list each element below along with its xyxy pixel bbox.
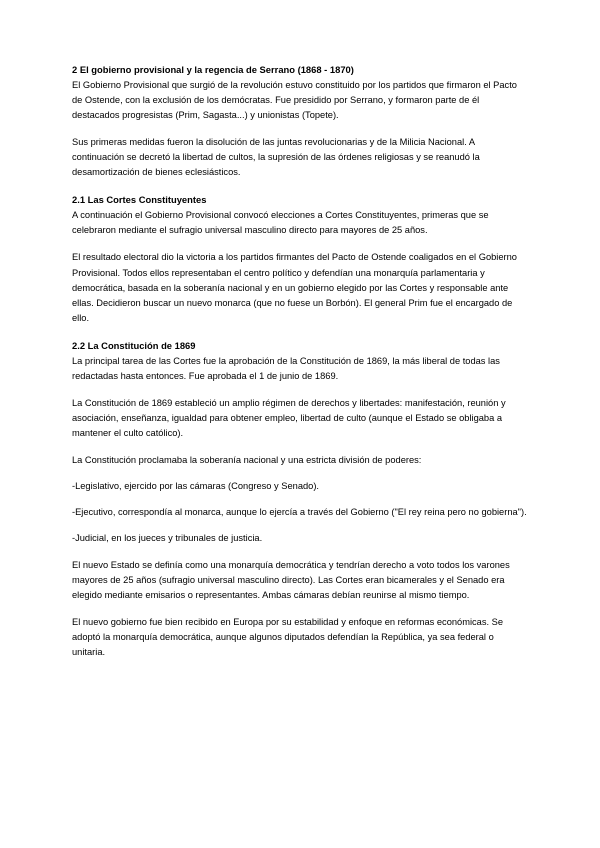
- section-constitucion-1869: [72, 338, 528, 384]
- paragraph: -Judicial, en los jueces y tribunales de justicia.: [72, 533, 263, 544]
- paragraph: El Gobierno Provisional que surgió de la revolución estuvo constituido por los partidos que firmaron el Pacto de Ostende, con la exclusión de los demócratas. Fue presidido por Serrano, y formaron parte de él destacados progresistas (Prim, Sagasta...) y unionistas (Topete).: [72, 80, 517, 121]
- section-heading-2-1: 2.1 Las Cortes Constituyentes: [72, 194, 207, 206]
- paragraph-block: [72, 396, 528, 441]
- paragraph: La Constitución de 1869 estableció un amplio régimen de derechos y libertades: manifestación, reunión y asociación, enseñanza, igualdad para obtener empleo, libertad de culto (aunque el Estado se obligaba a mantener el culto católico).: [72, 397, 506, 438]
- paragraph: El nuevo Estado se definía como una monarquía democrática y tendrían derecho a voto todos los varones mayores de 25 años (sufragio universal masculino directo). Las Cortes eran bicamerales y el Senado era elegido mediante emisarios o representantes. Ambas cámaras debían reunirse al mismo tiempo.: [72, 560, 510, 601]
- paragraph: -Ejecutivo, correspondía al monarca, aunque lo ejercía a través del Gobierno ("El rey reina pero no gobierna").: [72, 507, 527, 518]
- paragraph: -Legislativo, ejercido por las cámaras (Congreso y Senado).: [72, 481, 320, 492]
- paragraph: El nuevo gobierno fue bien recibido en Europa por su estabilidad y enfoque en reformas económicas. Se adoptó la monarquía democrática, aunque algunos diputados defendían la República, ya sea federal o unitaria.: [72, 617, 504, 658]
- list-item-ejecutivo: [72, 505, 528, 520]
- paragraph-block: [72, 135, 528, 180]
- paragraph: A continuación el Gobierno Provisional convocó elecciones a Cortes Constituyentes, primeras que se celebraron mediante el sufragio universal masculino directo para mayores de 25 años.: [72, 210, 489, 236]
- paragraph-block: [72, 558, 528, 603]
- section-cortes-constituyentes: [72, 192, 528, 238]
- paragraph: El resultado electoral dio la victoria a los partidos firmantes del Pacto de Ostende coaligados en el Gobierno Provisional. Todos ellos representaban el centro político y defendían una monarquía parlamentaria y democrática, basada en la soberanía nacional y en un gobierno elegido por las Cortes y responsable ante ellas. Decidieron buscar un nuevo monarca (que no fuese un Borbón). El general Prim fue el encargado de ello.: [72, 252, 517, 323]
- list-item-judicial: [72, 531, 528, 546]
- paragraph: La principal tarea de las Cortes fue la aprobación de la Constitución de 1869, la más liberal de todas las redactadas hasta entonces. Fue aprobada el 1 de junio de 1869.: [72, 355, 500, 381]
- section-heading-2: 2 El gobierno provisional y la regencia de Serrano (1868 - 1870): [72, 64, 354, 75]
- section-gobierno-provisional: [72, 62, 528, 123]
- paragraph: Sus primeras medidas fueron la disolución de las juntas revolucionarias y de la Milicia Nacional. A continuación se decretó la libertad de cultos, la supresión de las órdenes religiosas y se reanudó la desamortización de bienes eclesiásticos.: [72, 137, 480, 178]
- document-body: [72, 62, 528, 660]
- paragraph: La Constitución proclamaba la soberanía nacional y una estricta división de poderes:: [72, 454, 422, 465]
- section-heading-2-2: 2.2 La Constitución de 1869: [72, 339, 196, 351]
- paragraph-block: [72, 250, 528, 325]
- paragraph-block: [72, 615, 528, 660]
- paragraph-block: [72, 453, 528, 468]
- list-item-legislativo: [72, 479, 528, 494]
